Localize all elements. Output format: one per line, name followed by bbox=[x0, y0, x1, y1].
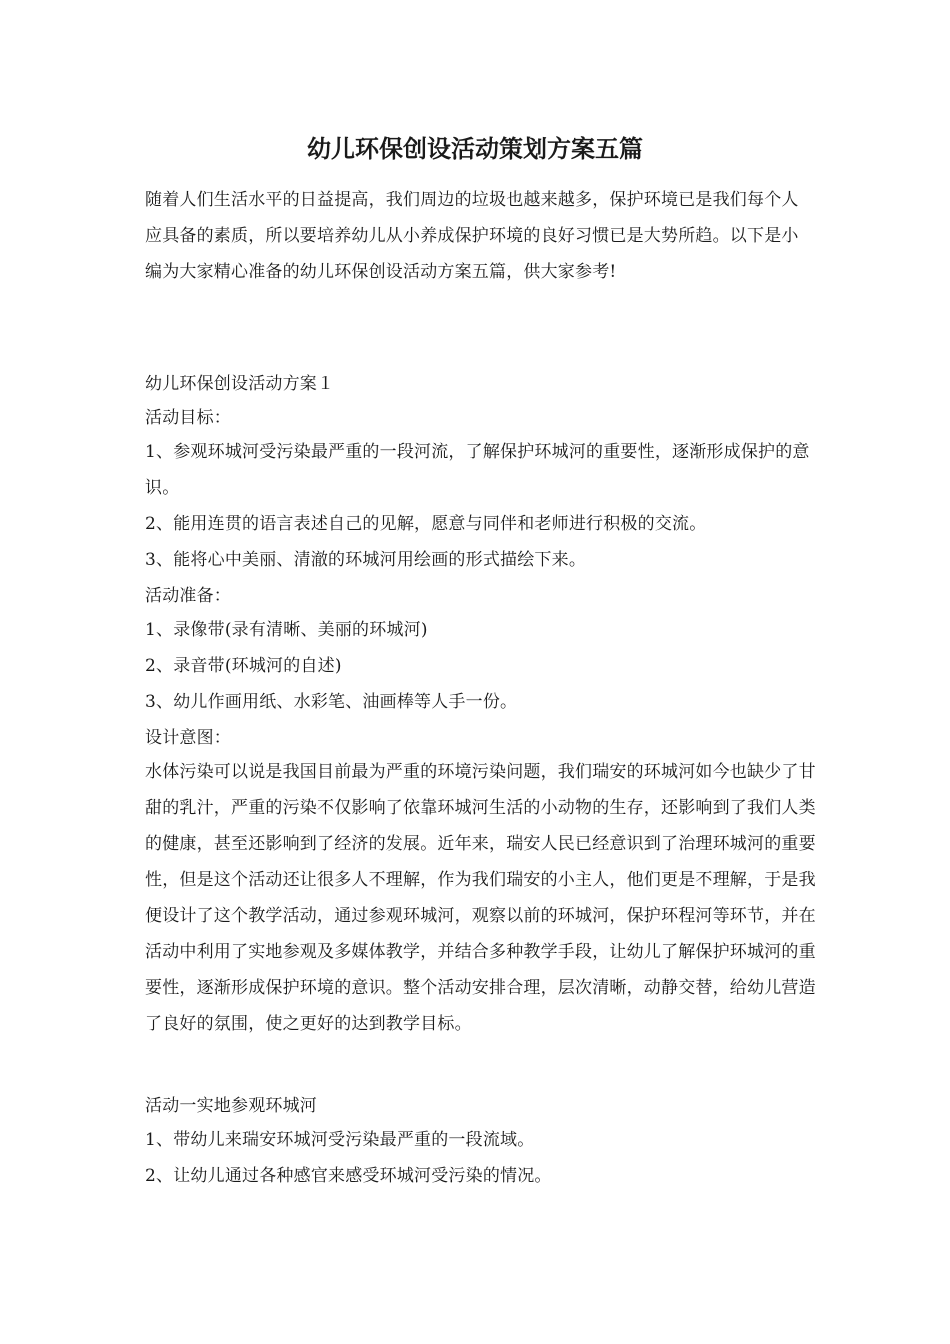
design-paragraph: 水体污染可以说是我国目前最为严重的环境污染问题，我们瑞安的环城河如今也缺少了甘甜的乳汁，严重的污染不仅影响了依靠环城河生活的小动物的生存，还影响到了我们人类的健康，甚至还影响到了经济的发展。近年来，瑞安人民已经意识到了治理环城河的重要性，但是这个活动还让很多人不理解，作为我们瑞安的小主人，他们更是不理解，于是我便设计了这个教学活动，通过参观环城河，观察以前的环城河，保护环程河等环节，并在活动中利用了实地参观及多媒体教学，并结合多种教学手段，让幼儿了解保护环城河的重要性，逐渐形成保护环境的意识。整个活动安排合理，层次清晰，动静交替，给幼儿营造了良好的氛围，使之更好的达到教学目标。 bbox=[145, 762, 816, 1034]
prep-item-3: 3、幼儿作画用纸、水彩笔、油画棒等人手一份。 bbox=[145, 692, 518, 712]
goals-heading: 活动目标： bbox=[145, 408, 231, 428]
section-heading-plan-1: 幼儿环保创设活动方案１ bbox=[145, 374, 335, 394]
intro-paragraph: 随着人们生活水平的日益提高，我们周边的垃圾也越来越多，保护环境已是我们每个人应具备的素质，所以要培养幼儿从小养成保护环境的良好习惯已是大势所趋。以下是小编为大家精心准备的幼儿环保创设活动方案五篇，供大家参考! bbox=[145, 190, 799, 282]
activity-1-step-1: 1、带幼儿来瑞安环城河受污染最严重的一段流域。 bbox=[145, 1130, 535, 1150]
prep-item-2: 2、录音带(环城河的自述) bbox=[145, 656, 342, 676]
activity-1-step-2: 2、让幼儿通过各种感官来感受环城河受污染的情况。 bbox=[145, 1166, 552, 1186]
design-heading: 设计意图： bbox=[145, 728, 231, 748]
activity-1-heading: 活动一实地参观环城河 bbox=[145, 1096, 317, 1116]
prep-item-1: 1、录像带(录有清晰、美丽的环城河) bbox=[145, 620, 428, 640]
document-title: 幼儿环保创设活动策划方案五篇 bbox=[307, 134, 643, 163]
goal-item-2: 2、能用连贯的语言表述自己的见解，愿意与同伴和老师进行积极的交流。 bbox=[145, 514, 707, 534]
goal-item-1: 1、参观环城河受污染最严重的一段河流，了解保护环城河的重要性，逐渐形成保护的意识。 bbox=[145, 442, 810, 498]
goal-item-3: 3、能将心中美丽、清澈的环城河用绘画的形式描绘下来。 bbox=[145, 550, 587, 570]
prep-heading: 活动准备： bbox=[145, 586, 231, 606]
